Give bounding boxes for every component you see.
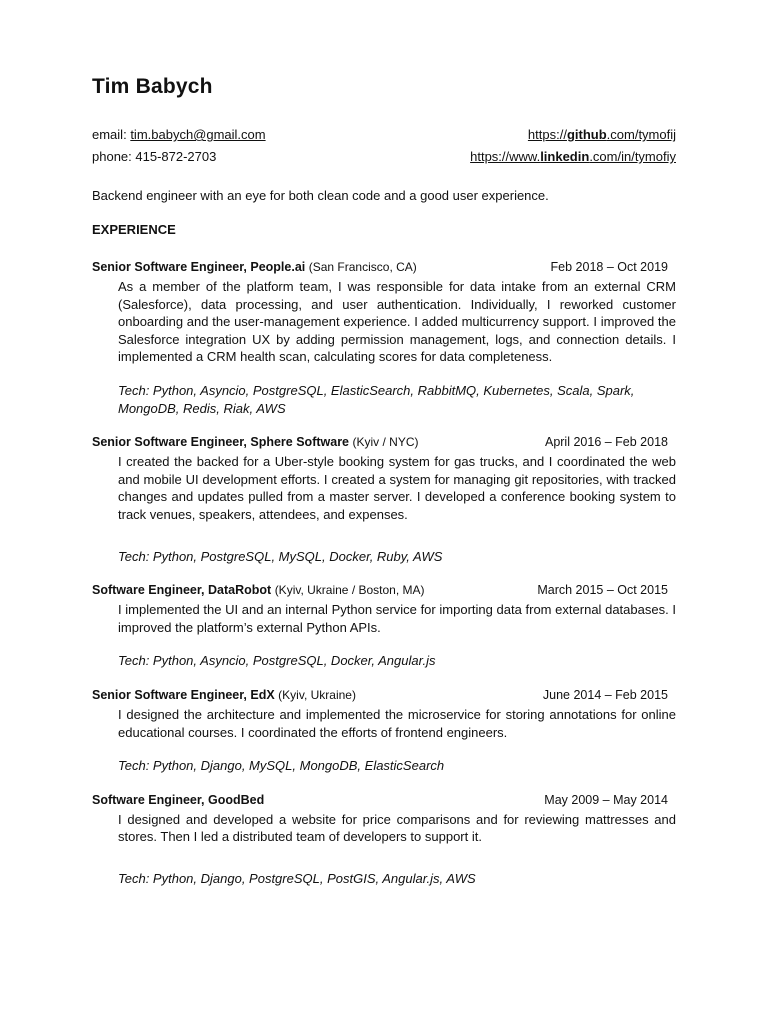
job-heading [92,258,417,276]
email-line [92,124,266,146]
linkedin-suffix: .com/in/tymofiy [589,149,676,164]
job-location: (Kyiv, Ukraine) [278,687,356,702]
github-prefix: https:// [527,127,567,142]
github-suffix: .com/tymofij [606,127,676,142]
job-tech: Tech: Python, Asyncio, PostgreSQL, Docker, Angular.js [118,653,436,669]
resume-page [92,72,676,887]
job-entry [92,686,676,775]
job-description: I implemented the UI and an internal Python service for importing data from external databases. I improved the platform’s external Python APIs. [118,602,676,635]
job-heading [92,433,419,451]
email-link[interactable]: tim.babych@gmail.com [130,127,266,142]
github-link[interactable] [528,124,676,146]
job-title: Senior Software Engineer, People.ai [92,260,306,274]
email-label: email: [92,127,127,142]
job-header [92,258,676,276]
linkedin-prefix: https://www. [470,149,541,164]
linkedin-link[interactable] [470,146,676,168]
job-list [92,258,676,887]
job-title: Senior Software Engineer, EdX [92,687,275,702]
contact-row-email [92,124,676,146]
job-dates: May 2009 – May 2014 [544,792,668,807]
job-header [92,686,676,704]
phone-line [92,146,216,168]
job-entry [92,791,676,888]
job-location: (Kyiv, Ukraine / Boston, MA) [274,583,425,598]
phone-number: 415-872-2703 [135,149,217,164]
resume-name: Tim Babych [92,75,213,98]
phone-label: phone: [92,149,132,164]
job-title: Software Engineer, DataRobot [92,583,272,598]
job-header [92,581,676,599]
github-bold: github [566,127,607,142]
job-header [92,433,676,451]
job-heading [92,581,425,599]
summary: Backend engineer with an eye for both clean code and a good user experience. [92,188,549,203]
job-description: I designed and developed a website for price comparisons and for reviewing mattresses and stores. Then I led a distributed team of developers to support it. [118,811,676,845]
job-entry [92,258,676,417]
job-entry [92,433,676,565]
job-title: Senior Software Engineer, Sphere Software [92,435,350,450]
contact-block [92,124,676,168]
job-dates: March 2015 – Oct 2015 [537,583,668,598]
job-heading [92,791,264,809]
job-description: As a member of the platform team, I was responsible for data intake from an external CRM (Salesforce), data processing, and user authentication. Individually, I reworked customer onboarding and the user-management experience. I added multicurrency support. I improved the Salesforce integration UX by adding permission management, logs, and connection details. I implemented a CRM health scan, calculating scores for data completeness. [118,279,676,365]
experience-heading: EXPERIENCE [92,222,176,237]
job-location: (Kyiv / NYC) [352,435,419,450]
job-heading [92,686,356,704]
job-tech: Tech: Python, Django, MySQL, MongoDB, ElasticSearch [118,758,445,774]
linkedin-bold: linkedin [540,149,590,164]
job-entry [92,581,676,670]
job-tech: Tech: Python, Asyncio, PostgreSQL, ElasticSearch, RabbitMQ, Kubernetes, Scala, Spark, MongoDB, Redis, Riak, AWS [118,382,635,416]
contact-row-phone [92,146,676,168]
job-location: (San Francisco, CA) [308,260,417,274]
job-dates: Feb 2018 – Oct 2019 [550,260,668,274]
job-description: I designed the architecture and implemented the microservice for storing annotations for online educational courses. I coordinated the efforts of frontend engineers. [118,706,676,740]
job-dates: April 2016 – Feb 2018 [544,435,668,450]
job-dates: June 2014 – Feb 2015 [542,687,668,702]
job-description: I created the backed for a Uber-style booking system for gas trucks, and I coordinated the web and mobile UI development efforts. I created a system for managing git repositories, with tracked changes and updates pulled from a master server. I developed a conference booking system to track venues, speakers, attendees, and expenses. [118,454,676,522]
job-title: Software Engineer, GoodBed [92,792,265,807]
job-header [92,791,676,809]
job-tech: Tech: Python, PostgreSQL, MySQL, Docker, Ruby, AWS [118,548,443,564]
job-tech: Tech: Python, Django, PostgreSQL, PostGIS, Angular.js, AWS [118,870,476,886]
